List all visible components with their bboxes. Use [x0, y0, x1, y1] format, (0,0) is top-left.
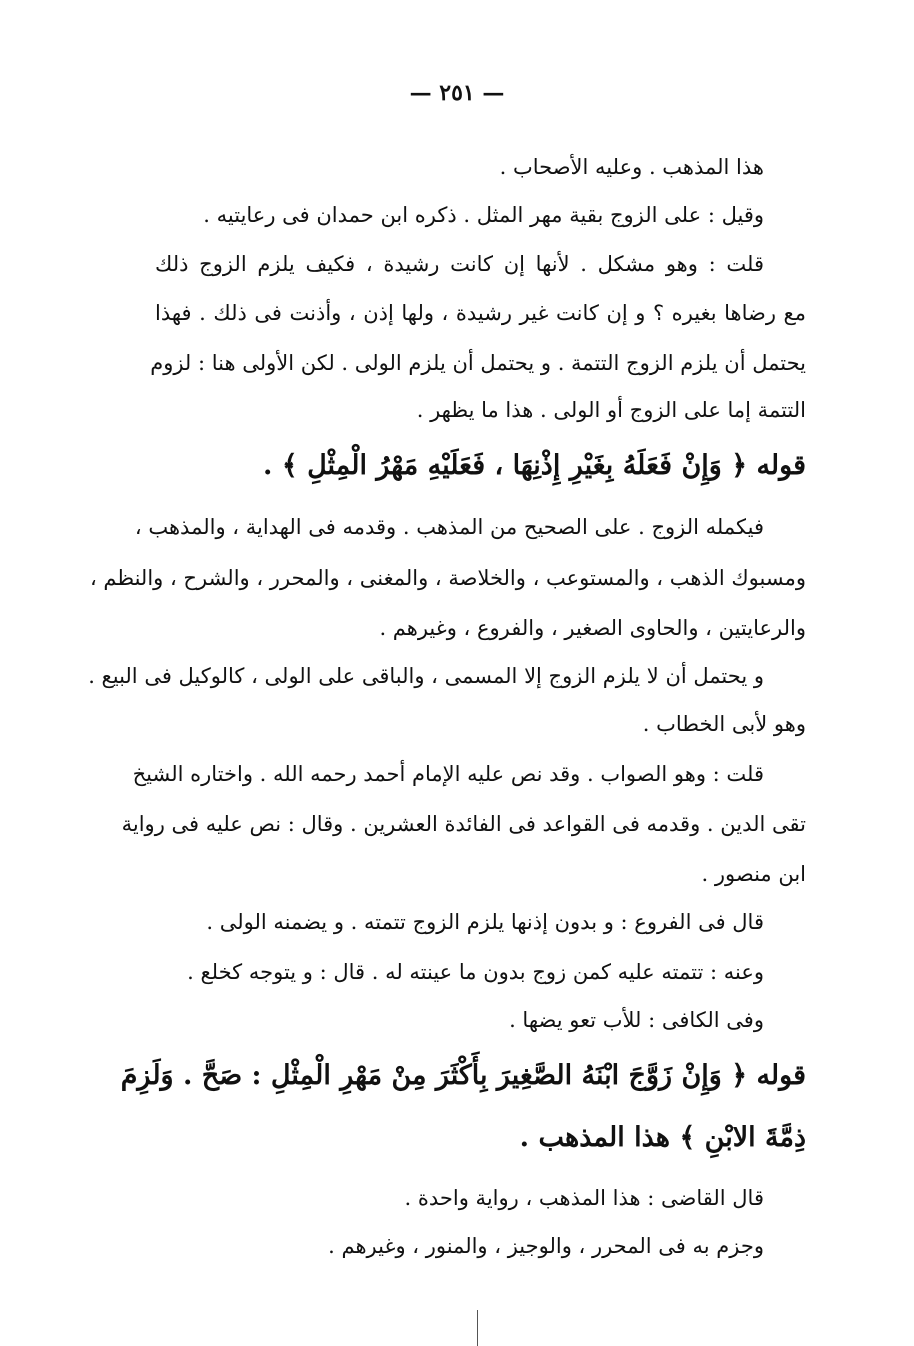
text-line-12: قلت : وهو الصواب . وقد نص عليه الإمام أحمد رحمه الله . واختاره الشيخ [132, 762, 764, 786]
text-line-16: وعنه : تتمته عليه كمن زوج بدون ما عينته له . قال : و يتوجه كخلع . [187, 960, 764, 984]
text-line-15: قال فى الفروع : و بدون إذنها يلزم الزوج تتمته . و يضمنه الولى . [206, 910, 764, 934]
text-line-17: وفى الكافى : للأب تعو يضها . [509, 1008, 764, 1032]
text-line-14: ابن منصور . [701, 862, 806, 886]
text-line-3: قلت : وهو مشكل . لأنها إن كانت رشيدة ، فكيف يلزم الزوج ذلك [155, 252, 764, 276]
text-line-1: هذا المذهب . وعليه الأصحاب . [499, 155, 764, 179]
text-line-5: يحتمل أن يلزم الزوج التتمة . و يحتمل أن يلزم الولى . لكن الأولى هنا : لزوم [150, 351, 806, 375]
quran-verse-2: قوله ﴿ وَإِنْ زَوَّجَ ابْنَهُ الصَّغِيرَ بِأَكْثَرَ مِنْ مَهْرِ الْمِثْلِ : صَحَّ . وَلَزِمَ [120, 1060, 806, 1091]
text-line-8: ومسبوك الذهب ، والمستوعب ، والخلاصة ، والمغنى ، والمحرر ، والشرح ، والنظم ، [89, 566, 806, 590]
gutter-line [477, 1310, 478, 1346]
text-line-19: وجزم به فى المحرر ، والوجيز ، والمنور ، وغيرهم . [328, 1234, 764, 1258]
page-number: — ٢٥١ — [409, 80, 505, 106]
text-line-9: والرعايتين ، والحاوى الصغير ، والفروع ، وغيرهم . [379, 616, 806, 640]
text-line-7: فيكمله الزوج . على الصحيح من المذهب . وقدمه فى الهداية ، والمذهب ، [134, 515, 764, 539]
quran-verse-2-continued: ذِمَّةَ الابْنِ ﴾ هذا المذهب . [519, 1122, 806, 1153]
text-line-11: وهو لأبى الخطاب . [642, 712, 806, 736]
quran-verse-1: قوله ﴿ وَإِنْ فَعَلَهُ بِغَيْرِ إِذْنِهَا ، فَعَلَيْهِ مَهْرُ الْمِثْلِ ﴾ . [263, 450, 806, 481]
text-line-2: وقيل : على الزوج بقية مهر المثل . ذكره ابن حمدان فى رعايتيه . [203, 203, 764, 227]
text-line-10: و يحتمل أن لا يلزم الزوج إلا المسمى ، والباقى على الولى ، كالوكيل فى البيع . [88, 664, 764, 688]
text-line-13: تقى الدين . وقدمه فى القواعد فى الفائدة العشرين . وقال : نص عليه فى رواية [121, 812, 806, 836]
text-line-4: مع رضاها بغيره ؟ و إن كانت غير رشيدة ، ولها إذن ، وأذنت فى ذلك . فهذا [155, 301, 806, 325]
text-line-6: التتمة إما على الزوج أو الولى . هذا ما يظهر . [416, 398, 806, 422]
text-line-18: قال القاضى : هذا المذهب ، رواية واحدة . [404, 1186, 764, 1210]
